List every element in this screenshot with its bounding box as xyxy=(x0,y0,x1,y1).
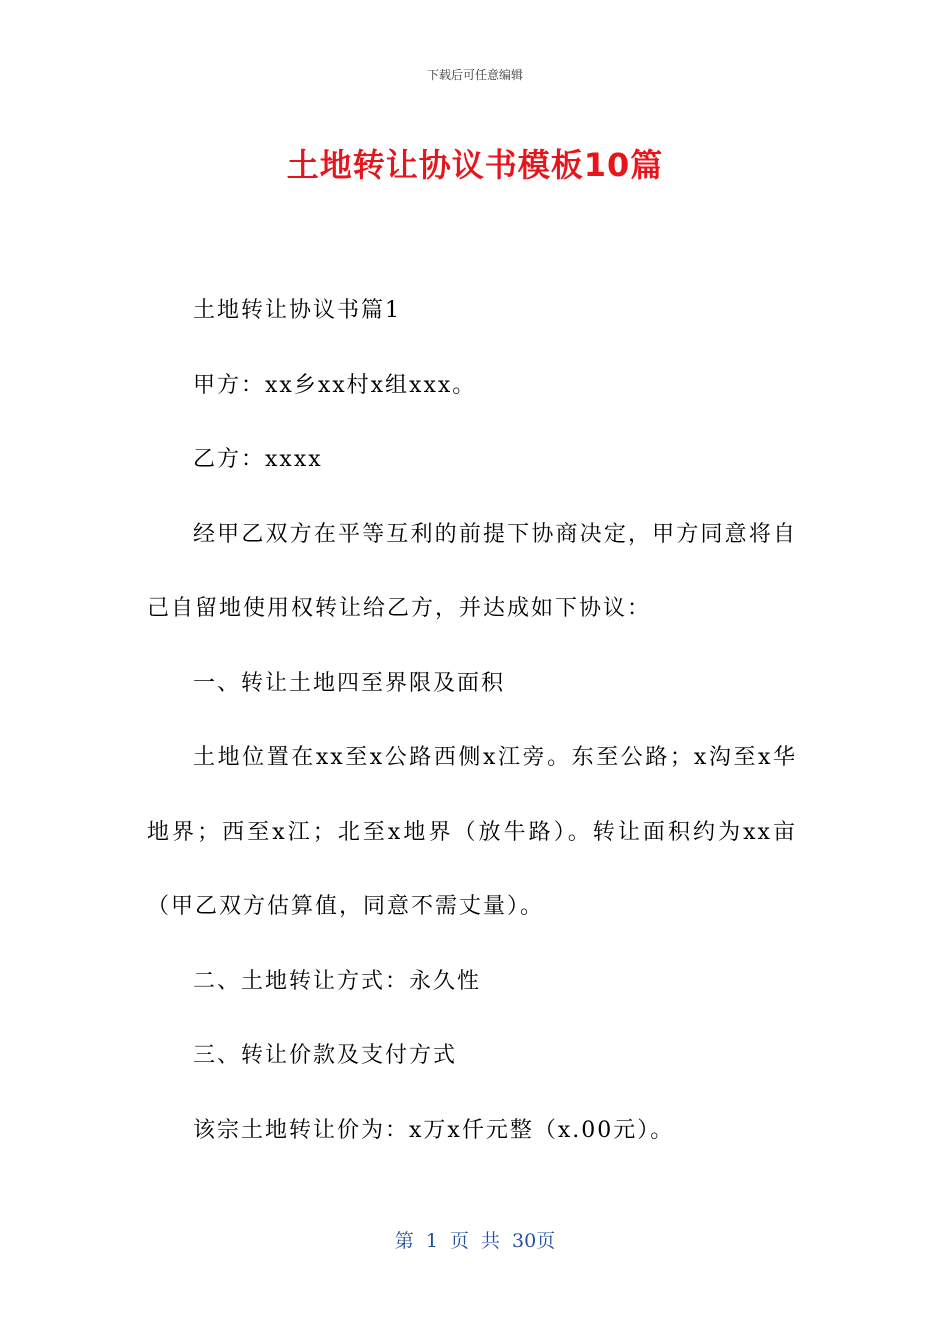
page-footer: 第 1 页 共 30页 xyxy=(394,1230,556,1252)
clause-heading-1: 一、转让土地四至界限及面积 xyxy=(193,670,506,696)
transfer-price: 该宗土地转让价为：x万x仟元整（x.00元）。 xyxy=(193,1117,675,1143)
section-heading: 土地转让协议书篇1 xyxy=(193,298,401,323)
party-b: 乙方：xxxx xyxy=(193,447,323,472)
clause-heading-3: 三、转让价款及支付方式 xyxy=(193,1043,458,1068)
document-title: 土地转让协议书模板10篇 xyxy=(286,146,664,184)
document-body xyxy=(147,274,797,1168)
clause-heading-2: 二、土地转让方式：永久性 xyxy=(193,968,482,994)
party-a: 甲方：xx乡xx村x组xxx。 xyxy=(193,372,477,398)
agreement-intro: 经甲乙双方在平等互利的前提下协商决定，甲方同意将自己自留地使用权转让给乙方，并达成如下协议： xyxy=(147,521,797,621)
header-note: 下载后可任意编辑 xyxy=(426,68,523,82)
land-location: 土地位置在xx至x公路西侧x江旁。东至公路；x沟至x华地界；西至x江；北至x地界（放牛路）。转让面积约为xx亩（甲乙双方估算值，同意不需丈量）。 xyxy=(147,745,797,919)
